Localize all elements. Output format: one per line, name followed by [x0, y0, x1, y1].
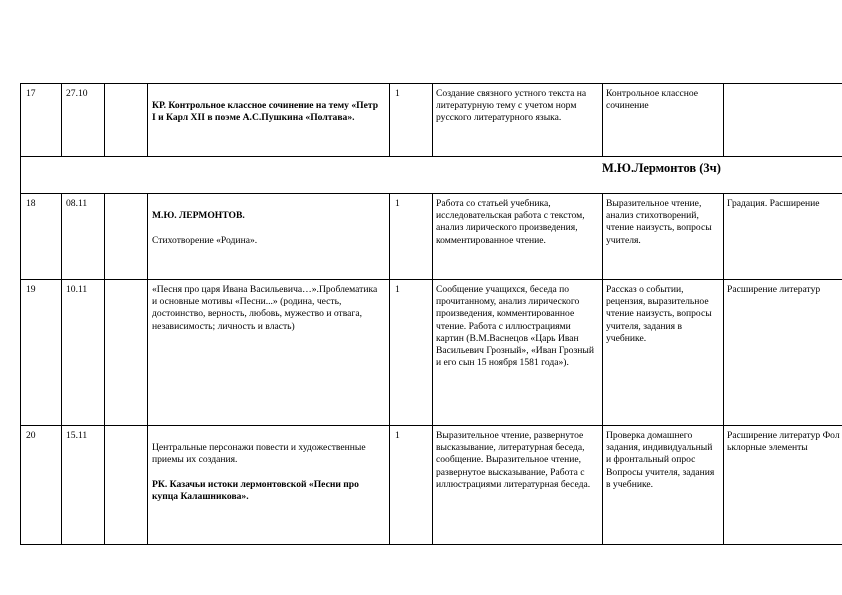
- topic-text: Стихотворение «Родина».: [152, 234, 258, 246]
- lesson-theory: Расширение литератур: [727, 284, 821, 295]
- row-line: [20, 425, 842, 426]
- lesson-number: 18: [26, 198, 36, 209]
- topic-bold: М.Ю. ЛЕРМОНТОВ.: [152, 210, 245, 222]
- column-line: [104, 83, 105, 156]
- column-line: [723, 193, 724, 545]
- row-line: [20, 193, 842, 194]
- lesson-date: 27.10: [66, 88, 88, 99]
- lesson-control: Проверка домашнего задания, индивидуальный и фронтальный опрос Вопросы учителя, задания в учебнике.: [606, 430, 715, 490]
- row-line: [20, 156, 842, 157]
- row-line: [20, 544, 842, 545]
- column-line: [147, 83, 148, 156]
- lesson-control: Контрольное классное сочинение: [606, 88, 699, 112]
- column-line: [432, 193, 433, 545]
- column-line: [61, 83, 62, 156]
- column-line: [61, 193, 62, 545]
- topic-bold: КР. Контрольное классное сочинение на тему «Петр I и Карл XII в поэме А.С.Пушкина «Полтава».: [152, 100, 379, 124]
- lesson-hours: 1: [395, 284, 400, 295]
- row-line: [20, 279, 842, 280]
- lesson-date: 08.11: [66, 198, 88, 209]
- lesson-topic: [152, 430, 384, 515]
- column-line: [723, 83, 724, 156]
- topic-text: Центральные персонажи повести и художественные приемы их создания.: [152, 442, 366, 466]
- lesson-number: 20: [26, 430, 36, 441]
- column-line: [389, 193, 390, 545]
- lesson-theory: Градация. Расширение: [727, 198, 820, 209]
- lesson-date: 15.11: [66, 430, 88, 441]
- section-title: М.Ю.Лермонтов (3ч): [602, 161, 721, 175]
- lesson-activity: Создание связного устного текста на литературную тему с учетом норм русского литературного языка.: [436, 88, 587, 124]
- lesson-number: 19: [26, 284, 36, 295]
- lesson-number: 17: [26, 88, 36, 99]
- lesson-topic: [152, 88, 384, 125]
- column-line: [147, 193, 148, 545]
- lesson-hours: 1: [395, 88, 400, 99]
- lesson-hours: 1: [395, 430, 400, 441]
- lesson-hours: 1: [395, 198, 400, 209]
- lesson-topic: «Песня про царя Ивана Васильевича…».Проблематика и основные мотивы «Песни...» (родина, честь, достоинство, верность, любовь, мужество и отвага, независимость; личность и власть): [152, 284, 378, 332]
- column-line: [602, 83, 603, 156]
- column-line: [432, 83, 433, 156]
- column-line: [389, 83, 390, 156]
- row-line: [20, 83, 842, 84]
- column-line: [104, 193, 105, 545]
- column-line: [602, 193, 603, 545]
- lesson-theory: Расширение литератур Фольклорные элементы: [727, 430, 840, 454]
- lesson-topic: [152, 198, 384, 259]
- lesson-activity: Работа со статьей учебника, исследовательская работа с текстом, анализ лирического произведения, комментированное чтение.: [436, 198, 585, 246]
- topic-bold: РК. Казачьи истоки лермонтовской «Песни про купца Калашникова».: [152, 478, 359, 503]
- lesson-control: Выразительное чтение, анализ стихотворений, чтение наизусть, вопросы учителя.: [606, 198, 712, 246]
- column-line: [20, 83, 21, 545]
- lesson-activity: Сообщение учащихся, беседа по прочитанному, анализ лирического произведения, комментированное чтение. Работа с иллюстрациями картин (В.М.Васнецов «Царь Иван Васильевич Грозный», «Иван Грозный и его сын 15 ноября 1581 года»).: [436, 284, 594, 369]
- lesson-activity: Выразительное чтение, развернутое высказывание, литературная беседа, сообщение. Выразительное чтение, развернутое высказывание, Работа с иллюстрациями литературная беседа.: [436, 430, 591, 490]
- lesson-date: 10.11: [66, 284, 88, 295]
- lesson-control: Рассказ о событии, рецензия, выразительное чтение наизусть, вопросы учителя, задания в учебнике.: [606, 284, 712, 344]
